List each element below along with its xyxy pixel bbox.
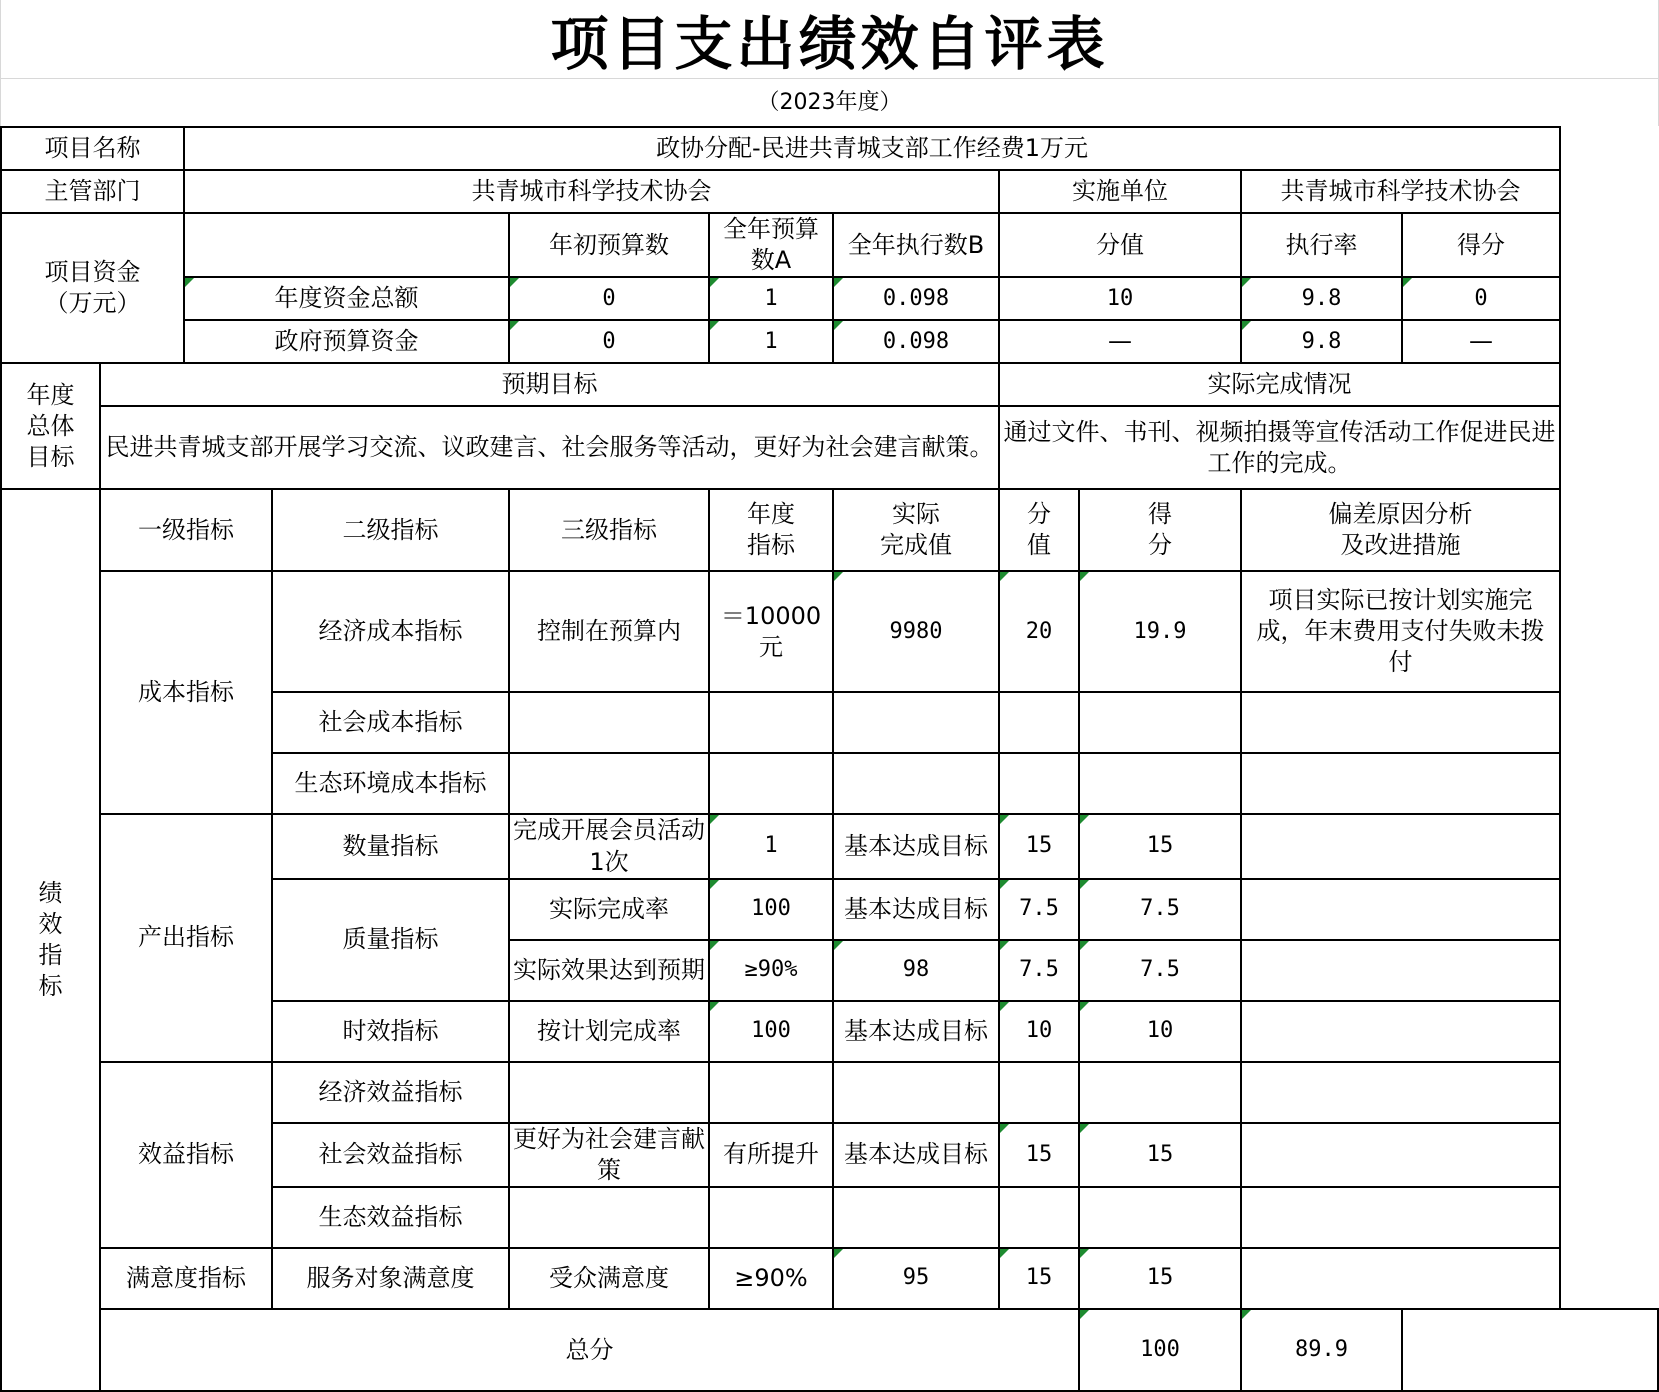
- indicator-row: [1, 1062, 1658, 1123]
- indicator-actual: 基本达成目标: [833, 814, 999, 878]
- deviation-analysis-header-line: 及改进措施: [1340, 531, 1461, 560]
- funds-row-rate: 9.8: [1241, 277, 1402, 320]
- actual-completion-header: 实际完成情况: [999, 363, 1560, 406]
- indicator-score: 7.5: [1079, 879, 1241, 940]
- department-row: [1, 170, 1658, 213]
- project-name-label: 项目名称: [1, 127, 184, 170]
- indicator-value: 15: [999, 1123, 1079, 1187]
- indicator-level3: 完成开展会员活动1次: [509, 814, 709, 878]
- indicator-score: 15: [1079, 1123, 1241, 1187]
- total-label: 总分: [100, 1309, 1079, 1391]
- indicator-level2: 社会效益指标: [272, 1123, 509, 1187]
- indicator-analysis: [1241, 879, 1560, 940]
- indicator-score: 15: [1079, 1248, 1241, 1309]
- funds-row-score-value: —: [999, 320, 1241, 363]
- annual-target-header-line: 指标: [747, 531, 795, 560]
- indicator-level2: 生态环境成本指标: [272, 753, 509, 814]
- indicator-score: [1079, 753, 1241, 814]
- funds-row-annual: 1: [709, 277, 833, 320]
- funds-row-annual: 1: [709, 320, 833, 363]
- indicator-actual: 基本达成目标: [833, 1001, 999, 1062]
- score-value-header: [999, 489, 1079, 571]
- actual-value-header-line: 实际: [892, 500, 940, 529]
- indicator-actual: [833, 1187, 999, 1248]
- annual-goal-label-line: 总体: [26, 411, 75, 440]
- indicator-target: [709, 753, 833, 814]
- indicator-value: [999, 1062, 1079, 1123]
- indicator-target: 100: [709, 1001, 833, 1062]
- indicator-actual: 95: [833, 1248, 999, 1309]
- indicator-row: [1, 814, 1658, 878]
- indicator-target: [709, 1062, 833, 1123]
- funds-header-rate: 执行率: [1241, 213, 1402, 277]
- annual-goal-label-line: 年度: [26, 380, 75, 409]
- indicator-level3: 受众满意度: [509, 1248, 709, 1309]
- implementer-value: 共青城市科学技术协会: [1241, 170, 1560, 213]
- indicator-level3: [509, 1062, 709, 1123]
- indicator-value: 15: [999, 814, 1079, 878]
- total-score: 89.9: [1241, 1309, 1402, 1391]
- indicator-analysis: [1241, 814, 1560, 878]
- score-header-line: 得: [1148, 500, 1172, 529]
- indicator-level3: [509, 753, 709, 814]
- indicator-level2: 社会成本指标: [272, 692, 509, 753]
- project-name-row: [1, 127, 1658, 170]
- indicator-actual: [833, 753, 999, 814]
- indicator-value: 7.5: [999, 879, 1079, 940]
- level1-header: 一级指标: [100, 489, 272, 571]
- funds-row: [1, 320, 1658, 363]
- total-row: [1, 1309, 1658, 1391]
- annual-goal-label: [1, 363, 100, 489]
- group-benefit: 效益指标: [100, 1062, 272, 1248]
- indicator-analysis: [1241, 1123, 1560, 1187]
- actual-value-header: [833, 489, 999, 571]
- indicator-analysis: [1241, 753, 1560, 814]
- indicator-actual: 基本达成目标: [833, 879, 999, 940]
- indicator-target: [709, 1187, 833, 1248]
- indicator-row: [1, 1248, 1658, 1309]
- funds-row-score-value: 10: [999, 277, 1241, 320]
- performance-indicator-char: 指: [38, 941, 63, 970]
- indicator-target: 1: [709, 814, 833, 878]
- funds-header-annual: 全年预算数A: [709, 213, 833, 277]
- funds-label: [1, 213, 184, 363]
- indicator-level2: 时效指标: [272, 1001, 509, 1062]
- group-cost: 成本指标: [100, 571, 272, 814]
- indicator-actual: 98: [833, 940, 999, 1001]
- indicator-score: 19.9: [1079, 571, 1241, 692]
- indicator-actual: 9980: [833, 571, 999, 692]
- project-name-value: 政协分配-民进共青城支部工作经费1万元: [184, 127, 1560, 170]
- performance-indicator-char: 绩: [38, 878, 63, 907]
- indicator-target: [709, 692, 833, 753]
- indicator-score: [1079, 1187, 1241, 1248]
- total-analysis: [1402, 1309, 1658, 1391]
- funds-row-score: —: [1402, 320, 1560, 363]
- indicator-analysis: [1241, 1187, 1560, 1248]
- score-value-header-line: 分: [1027, 500, 1051, 529]
- level3-header: 三级指标: [509, 489, 709, 571]
- performance-indicator-char: 标: [38, 972, 63, 1001]
- funds-row: [1, 277, 1658, 320]
- annual-target-header-line: 年度: [747, 500, 795, 529]
- deviation-analysis-header: [1241, 489, 1560, 571]
- indicator-row: [1, 571, 1658, 692]
- indicator-score: [1079, 692, 1241, 753]
- indicator-target: 有所提升: [709, 1123, 833, 1187]
- indicator-level2: 经济成本指标: [272, 571, 509, 692]
- indicator-target: 100: [709, 879, 833, 940]
- funds-row-label: 年度资金总额: [184, 277, 509, 320]
- funds-row-rate: 9.8: [1241, 320, 1402, 363]
- page-title: 项目支出绩效自评表: [0, 0, 1659, 78]
- indicator-actual: [833, 1062, 999, 1123]
- indicator-score: [1079, 1062, 1241, 1123]
- indicator-level2: 服务对象满意度: [272, 1248, 509, 1309]
- indicator-value: 20: [999, 571, 1079, 692]
- indicator-value: [999, 753, 1079, 814]
- indicator-header-row: [1, 489, 1658, 571]
- indicator-level2: 数量指标: [272, 814, 509, 878]
- funds-row-label: 政府预算资金: [184, 320, 509, 363]
- actual-completion-text: 通过文件、书刊、视频拍摄等宣传活动工作促进民进工作的完成。: [999, 406, 1560, 489]
- funds-row-executed: 0.098: [833, 277, 999, 320]
- indicator-value: 15: [999, 1248, 1079, 1309]
- evaluation-table: [0, 126, 1659, 1392]
- funds-label-line1: 项目资金: [44, 258, 141, 286]
- indicator-analysis: 项目实际已按计划实施完成，年末费用支付失败未拨付: [1241, 571, 1560, 692]
- total-value: 100: [1079, 1309, 1241, 1391]
- goals-row: [1, 406, 1658, 489]
- group-satisfaction: 满意度指标: [100, 1248, 272, 1309]
- indicator-level3: 实际完成率: [509, 879, 709, 940]
- indicator-value: [999, 1187, 1079, 1248]
- indicator-value: 7.5: [999, 940, 1079, 1001]
- indicator-value: [999, 692, 1079, 753]
- indicator-analysis: [1241, 1248, 1560, 1309]
- annual-target-header: [709, 489, 833, 571]
- indicator-level2: 生态效益指标: [272, 1187, 509, 1248]
- level2-header: 二级指标: [272, 489, 509, 571]
- indicator-level3: 控制在预算内: [509, 571, 709, 692]
- score-value-header-line: 值: [1027, 531, 1051, 560]
- funds-label-line2: （万元）: [44, 289, 141, 318]
- funds-row-executed: 0.098: [833, 320, 999, 363]
- deviation-analysis-header-line: 偏差原因分析: [1328, 500, 1473, 529]
- annual-goal-label-line: 目标: [26, 442, 75, 471]
- funds-header-score-value: 分值: [999, 213, 1241, 277]
- indicator-actual: [833, 692, 999, 753]
- indicator-analysis: [1241, 692, 1560, 753]
- implementer-label: 实施单位: [999, 170, 1241, 213]
- indicator-target: ≥90%: [709, 1248, 833, 1309]
- indicator-analysis: [1241, 1062, 1560, 1123]
- indicator-level3: [509, 692, 709, 753]
- indicator-actual: 基本达成目标: [833, 1123, 999, 1187]
- indicator-level3: [509, 1187, 709, 1248]
- funds-header-executed: 全年执行数B: [833, 213, 999, 277]
- indicator-value: 10: [999, 1001, 1079, 1062]
- funds-row-initial: 0: [509, 320, 709, 363]
- department-label: 主管部门: [1, 170, 184, 213]
- score-header: [1079, 489, 1241, 571]
- indicator-score: 15: [1079, 814, 1241, 878]
- performance-indicator-label: [1, 489, 100, 1391]
- funds-row-score: 0: [1402, 277, 1560, 320]
- score-header-line: 分: [1148, 531, 1172, 560]
- expected-goal-text: 民进共青城支部开展学习交流、议政建言、社会服务等活动，更好为社会建言献策。: [100, 406, 999, 489]
- goals-header-row: [1, 363, 1658, 406]
- indicator-level2: 经济效益指标: [272, 1062, 509, 1123]
- actual-value-header-line: 完成值: [880, 531, 952, 560]
- indicator-level2: 质量指标: [272, 879, 509, 1001]
- indicator-score: 10: [1079, 1001, 1241, 1062]
- funds-row-initial: 0: [509, 277, 709, 320]
- indicator-target: ＝10000元: [709, 571, 833, 692]
- indicator-level3: 实际效果达到预期: [509, 940, 709, 1001]
- indicator-analysis: [1241, 940, 1560, 1001]
- indicator-target: ≥90%: [709, 940, 833, 1001]
- indicator-score: 7.5: [1079, 940, 1241, 1001]
- department-value: 共青城市科学技术协会: [184, 170, 999, 213]
- fiscal-year: （2023年度）: [0, 78, 1659, 126]
- funds-header-row: [1, 213, 1658, 277]
- expected-goal-header: 预期目标: [100, 363, 999, 406]
- performance-indicator-char: 效: [38, 910, 63, 939]
- funds-header-score: 得分: [1402, 213, 1560, 277]
- group-output: 产出指标: [100, 814, 272, 1061]
- indicator-analysis: [1241, 1001, 1560, 1062]
- funds-header-initial: 年初预算数: [509, 213, 709, 277]
- indicator-level3: 按计划完成率: [509, 1001, 709, 1062]
- indicator-level3: 更好为社会建言献策: [509, 1123, 709, 1187]
- funds-header-blank: [184, 213, 509, 277]
